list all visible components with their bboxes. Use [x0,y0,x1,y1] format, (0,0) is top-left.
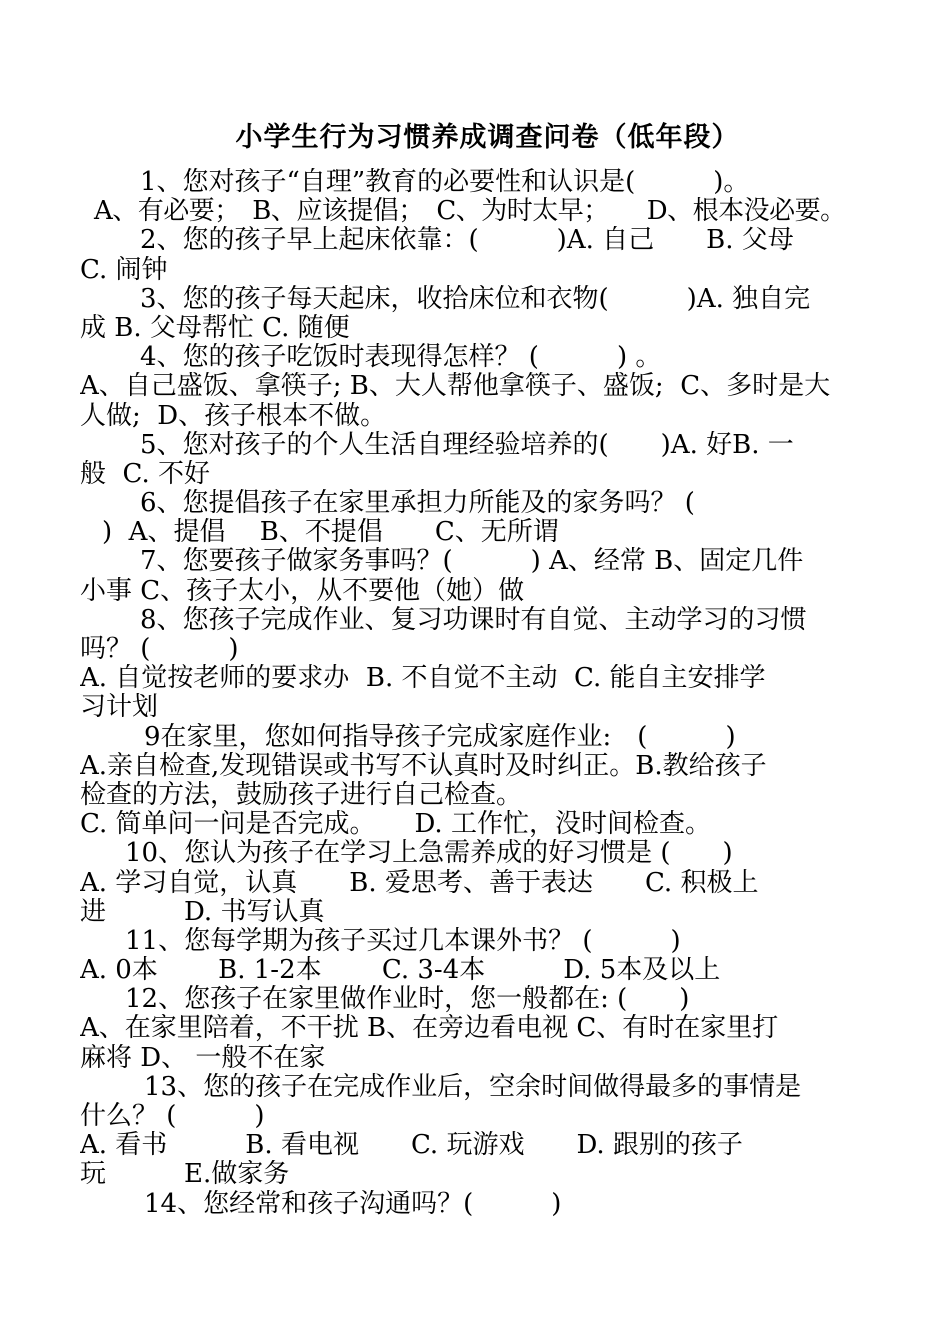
question-3: 3、您的孩子每天起床，收拾床位和衣物( )A. 独自完 [140,284,811,314]
question-12-options-cont: 麻将 D、 一般不在家 [80,1043,326,1073]
question-7-options: 小事 C、孩子太小，从不要他（她）做 [80,576,525,606]
question-9-option-a: A.亲自检查,发现错误或书写不认真时及时纠正。B.教给孩子 [80,751,767,781]
question-5: 5、您对孩子的个人生活自理经验培养的( )A. 好B. 一 [140,430,794,460]
question-8-options-cont: 习计划 [80,693,159,723]
question-3-options: 成 B. 父母帮忙 C. 随便 [80,313,350,343]
question-12-options: A、在家里陪着，不干扰 B、在旁边看电视 C、有时在家里打 [80,1014,779,1044]
question-11: 11、您每学期为孩子买过几本课外书？ ( ) [125,926,681,956]
question-1-options: A、有必要； B、应该提倡； C、为时太早； D、根本没必要。 [94,197,846,227]
question-1: 1、您对孩子“自理”教育的必要性和认识是( )。 [140,168,750,197]
question-14: 14、您经常和孩子沟通吗？( ) [144,1189,562,1219]
question-10: 10、您认为孩子在学习上急需养成的好习惯是 ( ) [125,839,733,869]
question-6: 6、您提倡孩子在家里承担力所能及的家务吗？ ( [140,489,695,519]
question-13: 13、您的孩子在完成作业后，空余时间做得最多的事情是 [144,1072,802,1102]
question-8: 8、您孩子完成作业、复习功课时有自觉、主动学习的习惯 [140,605,807,635]
page-title: 小学生行为习惯养成调查问卷（低年段） [235,122,740,153]
question-6-options: ) A、提倡 B、不提倡 C、无所谓 [102,518,559,548]
question-13-options-cont: 玩 E.做家务 [80,1160,290,1190]
question-13-options: A. 看书 B. 看电视 C. 玩游戏 D. 跟别的孩子 [80,1131,743,1161]
question-9: 9在家里，您如何指导孩子完成家庭作业: ( ) [144,722,736,752]
question-10-options: A. 学习自觉，认真 B. 爱思考、善于表达 C. 积极上 [80,868,759,898]
question-4-options-cont: 人做; D、孩子根本不做。 [80,401,387,431]
question-12: 12、您孩子在家里做作业时，您一般都在: ( ) [125,985,690,1015]
question-9-options-cd: C. 简单问一问是否完成。 D. 工作忙，没时间检查。 [80,810,711,840]
question-4-options: A、自己盛饭、拿筷子; B、大人帮他拿筷子、盛饭; C、多时是大 [80,372,831,402]
question-7: 7、您要孩子做家务事吗？( ) A、经常 B、固定几件 [140,547,804,577]
question-10-options-cont: 进 D. 书写认真 [80,897,325,927]
question-2: 2、您的孩子早上起床依靠：( )A. 自己 B. 父母 [140,226,794,256]
questionnaire-page [80,118,875,1219]
question-4: 4、您的孩子吃饭时表现得怎样？ ( ) 。 [140,343,662,373]
question-5-options: 般 C. 不好 [80,459,211,489]
question-8-options: A. 自觉按老师的要求办 B. 不自觉不主动 C. 能自主安排学 [80,664,766,694]
question-13-cont: 什么？ ( ) [80,1102,265,1131]
question-2-options: C. 闹钟 [80,255,168,285]
question-8-cont: 吗？ ( ) [80,635,239,664]
question-9-option-b: 检查的方法，鼓励孩子进行自己检查。 [80,780,523,810]
question-11-options: A. 0本 B. 1-2本 C. 3-4本 D. 5本及以上 [80,956,721,986]
